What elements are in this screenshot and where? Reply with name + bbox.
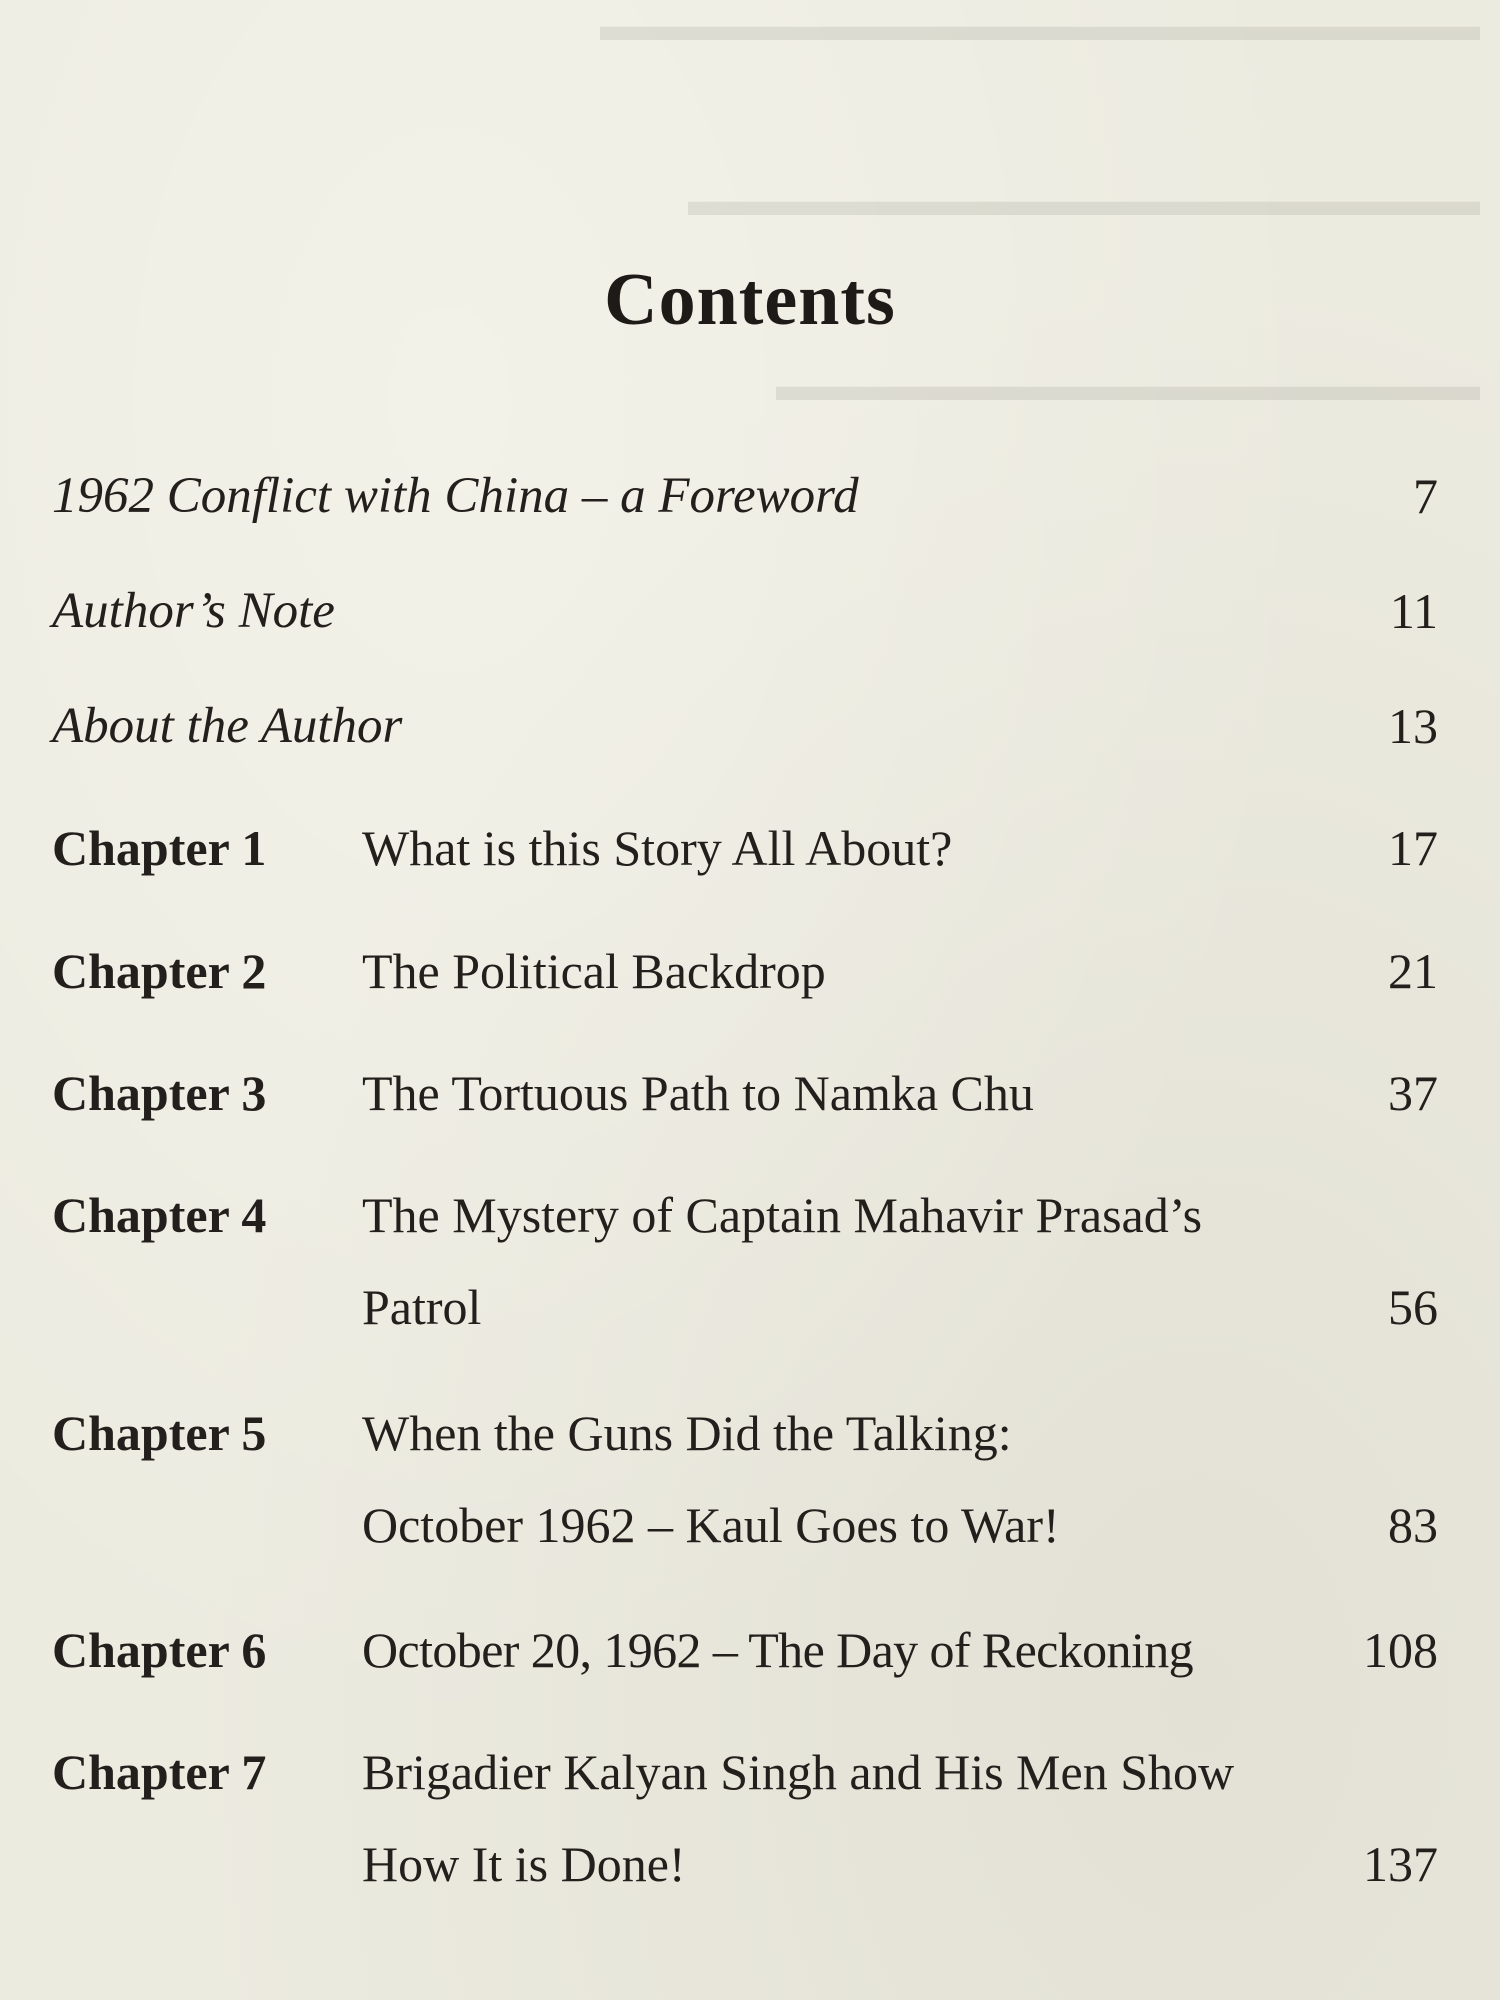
chapter-title: The Tortuous Path to Namka Chu <box>362 1065 1034 1121</box>
toc-entry-chapter-7[interactable] <box>0 1742 1500 1902</box>
toc-entry-chapter-4[interactable] <box>0 1185 1500 1345</box>
chapter-title: October 20, 1962 – The Day of Reckoning <box>362 1622 1194 1678</box>
toc-entry-chapter-6[interactable] <box>0 1620 1500 1690</box>
chapter-title: Brigadier Kalyan Singh and His Men Show <box>362 1744 1235 1800</box>
toc-entry-about-author[interactable] <box>0 696 1500 766</box>
toc-entry-chapter-5[interactable] <box>0 1403 1500 1563</box>
chapter-title-continued: How It is Done! <box>362 1836 686 1892</box>
bleed-through-shadow: ▬▬▬▬▬▬▬▬▬▬▬▬▬▬▬▬ <box>776 361 1480 410</box>
chapter-title-continued: October 1962 – Kaul Goes to War! <box>362 1497 1060 1553</box>
chapter-label: Chapter 2 <box>52 943 267 999</box>
chapter-label: Chapter 4 <box>52 1187 267 1243</box>
chapter-title: The Mystery of Captain Mahavir Prasad’s <box>362 1187 1203 1243</box>
toc-page-number: 37 <box>1388 1065 1438 1121</box>
toc-entry-title: About the Author <box>52 698 403 754</box>
page-title: Contents <box>604 259 896 341</box>
toc-page-number: 56 <box>1388 1279 1438 1335</box>
toc-entry-title: Author’s Note <box>52 583 335 639</box>
chapter-label: Chapter 5 <box>52 1405 267 1461</box>
toc-page-number: 13 <box>1388 698 1438 754</box>
toc-page-number: 17 <box>1388 820 1438 876</box>
toc-page-number: 21 <box>1388 943 1438 999</box>
toc-entry-chapter-3[interactable] <box>0 1063 1500 1133</box>
chapter-title: What is this Story All About? <box>362 820 953 876</box>
bleed-through-shadow: ▬▬▬▬▬▬▬▬▬▬▬▬▬▬▬▬▬▬ <box>688 176 1480 225</box>
chapter-title: The Political Backdrop <box>362 943 826 999</box>
toc-page-number: 137 <box>1363 1836 1438 1892</box>
chapter-label: Chapter 3 <box>52 1065 267 1121</box>
toc-entry-foreword[interactable] <box>0 466 1500 536</box>
toc-page-number: 7 <box>1413 468 1438 524</box>
toc-page-number: 11 <box>1389 583 1438 639</box>
toc-entry-chapter-2[interactable] <box>0 941 1500 1011</box>
toc-page-number: 83 <box>1388 1497 1438 1553</box>
toc-entry-authors-note[interactable] <box>0 581 1500 651</box>
toc-page-number: 108 <box>1363 1622 1438 1678</box>
chapter-label: Chapter 6 <box>52 1622 267 1678</box>
chapter-title: When the Guns Did the Talking: <box>362 1405 1012 1461</box>
chapter-title-continued: Patrol <box>362 1279 482 1335</box>
bleed-through-shadow: ▬▬▬▬▬▬▬▬▬▬▬▬▬▬▬▬▬▬▬▬ <box>600 1 1480 50</box>
chapter-label: Chapter 1 <box>52 820 267 876</box>
chapter-label: Chapter 7 <box>52 1744 267 1800</box>
toc-entry-chapter-1[interactable] <box>0 818 1500 888</box>
toc-entry-title: 1962 Conflict with China – a Foreword <box>52 468 859 524</box>
